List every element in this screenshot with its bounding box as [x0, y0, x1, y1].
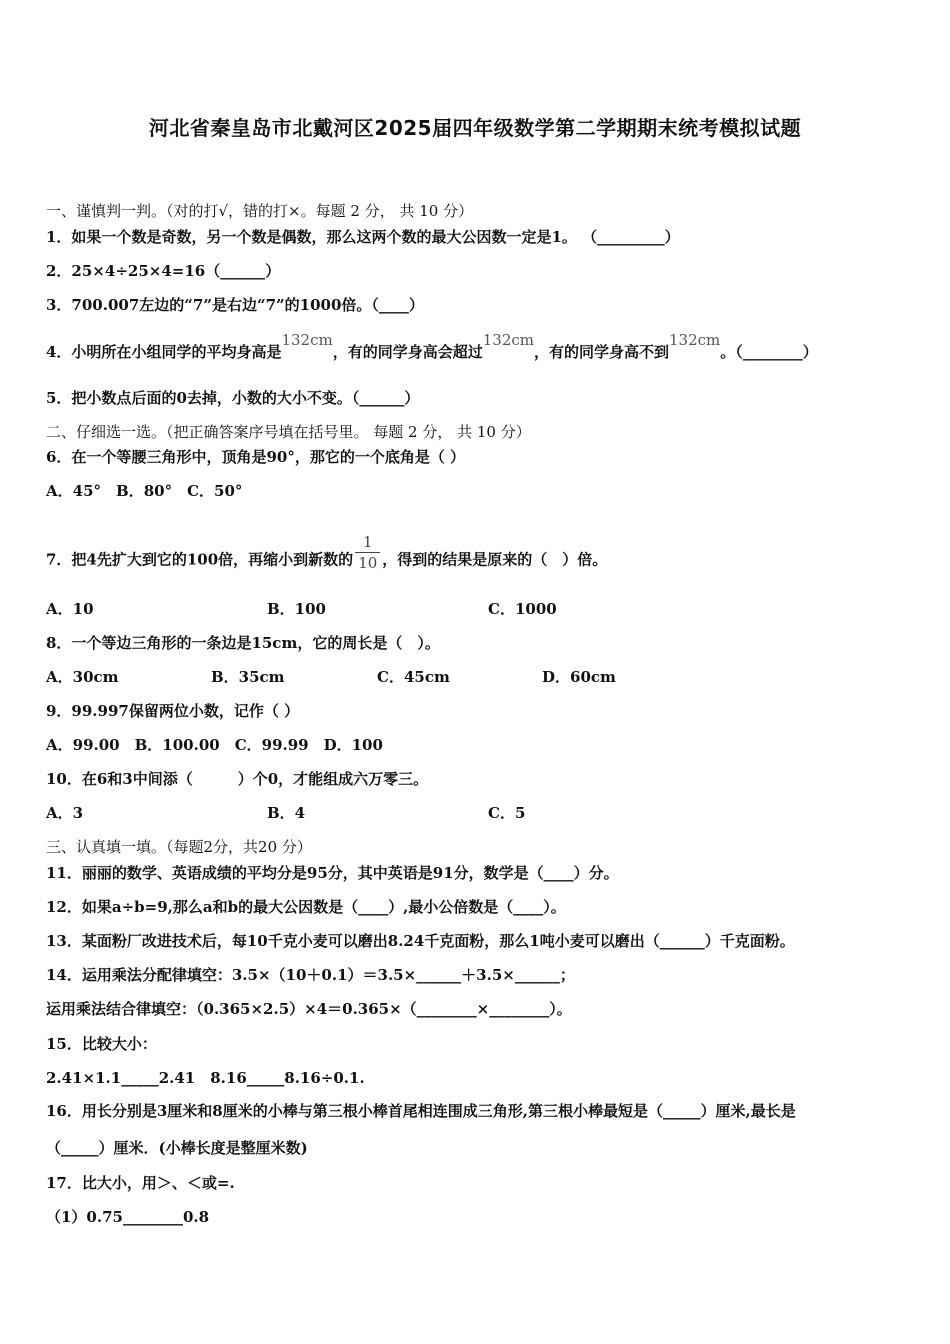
- question-13: 13．某面粉厂改进技术后，每10千克小麦可以磨出8.24千克面粉，那么1吨小麦可以磨出（______）千克面粉。: [46, 932, 795, 950]
- question-4-part-2: ，有的同学身高会超过: [332, 343, 483, 361]
- math-132cm-1: 132cm: [281, 331, 333, 349]
- page-title: 河北省秦皇岛市北戴河区2025届四年级数学第二学期期末统考模拟试题: [148, 116, 802, 140]
- question-3: 3．700.007左边的“7”是右边“7”的1000倍。（____）: [46, 296, 424, 314]
- section-heading-fill: 三、认真填一填。（每题2分，共20 分）: [46, 838, 312, 856]
- option-d: D．60cm: [542, 668, 616, 686]
- question-6: 6．在一个等腰三角形中，顶角是90°，那它的一个底角是（ ）: [46, 448, 466, 466]
- question-15-comparisons: 2.41×1.1_____2.41 8.16_____8.16÷0.1.: [46, 1069, 365, 1087]
- option-c: C．45cm: [377, 668, 450, 686]
- question-7-part-1: 7．把4先扩大到它的100倍，再缩小到新数的: [46, 550, 354, 569]
- option-a: A．30cm: [46, 668, 119, 686]
- question-16: 16．用长分别是3厘米和8厘米的小棒与第三根小棒首尾相连围成三角形,第三根小棒最短是（_____）厘米,最长是: [46, 1102, 796, 1120]
- question-4-part-3: ，有的同学身高不到: [534, 343, 670, 361]
- question-16-continued: （_____）厘米．(小棒长度是整厘米数): [46, 1139, 308, 1157]
- option-c: C．5: [488, 804, 526, 822]
- question-17-part-1: （1）0.75________0.8: [46, 1208, 210, 1226]
- fraction-numerator: 1: [355, 532, 380, 553]
- question-10: 10．在6和3中间添（ ）个0，才能组成六万零三。: [46, 770, 429, 788]
- question-1: 1．如果一个数是奇数，另一个数是偶数，那么这两个数的最大公因数一定是1。 （_________）: [46, 228, 680, 246]
- question-2: 2．25×4÷25×4=16（______）: [46, 262, 281, 280]
- question-7-part-2: ，得到的结果是原来的（ ）倍。: [382, 550, 608, 569]
- question-8-options: [46, 667, 616, 687]
- option-b: B．100: [267, 600, 326, 618]
- question-7: [46, 533, 608, 581]
- question-7-options: [46, 599, 557, 619]
- question-5: 5．把小数点后面的0去掉，小数的大小不变。（______）: [46, 389, 420, 407]
- math-132cm-3: 132cm: [669, 331, 721, 349]
- option-a: A．10: [46, 600, 94, 618]
- section-heading-judge: 一、谨慎判一判。（对的打√，错的打×。每题 2 分， 共 10 分）: [46, 202, 474, 220]
- question-8: 8．一个等边三角形的一条边是15cm，它的周长是（ ）。: [46, 634, 440, 652]
- question-14-associative: 运用乘法结合律填空：（0.365×2.5）×4＝0.365×（________×________）。: [46, 1000, 572, 1018]
- question-9: 9．99.997保留两位小数，记作（ ）: [46, 702, 300, 720]
- option-c: C．1000: [488, 600, 557, 618]
- question-10-options: [46, 803, 525, 823]
- section-heading-choice: 二、仔细选一选。（把正确答案序号填在括号里。 每题 2 分， 共 10 分）: [46, 423, 531, 441]
- fraction-denominator: 10: [358, 554, 378, 572]
- question-11: 11．丽丽的数学、英语成绩的平均分是95分，其中英语是91分，数学是（____）分。: [46, 864, 619, 882]
- option-b: B．4: [267, 804, 306, 822]
- question-6-options: A．45° B．80° C．50°: [46, 482, 243, 500]
- question-4: [46, 331, 818, 362]
- question-15: 15．比较大小：: [46, 1035, 157, 1053]
- fraction-one-tenth: [355, 532, 380, 573]
- question-4-part-1: 4．小明所在小组同学的平均身高是: [46, 343, 282, 361]
- question-12: 12．如果a÷b=9,那么a和b的最大公因数是（____）,最小公倍数是（____）。: [46, 898, 566, 916]
- math-132cm-2: 132cm: [482, 331, 534, 349]
- question-9-options: A．99.00 B．100.00 C．99.99 D．100: [46, 736, 383, 754]
- option-b: B．35cm: [211, 668, 285, 686]
- question-17: 17．比大小，用＞、＜或=.: [46, 1174, 235, 1192]
- question-14-distributive: 14．运用乘法分配律填空：3.5×（10＋0.1）＝3.5×______＋3.5×______；: [46, 966, 575, 984]
- question-4-part-4: 。（________）: [720, 343, 818, 361]
- option-a: A．3: [46, 804, 84, 822]
